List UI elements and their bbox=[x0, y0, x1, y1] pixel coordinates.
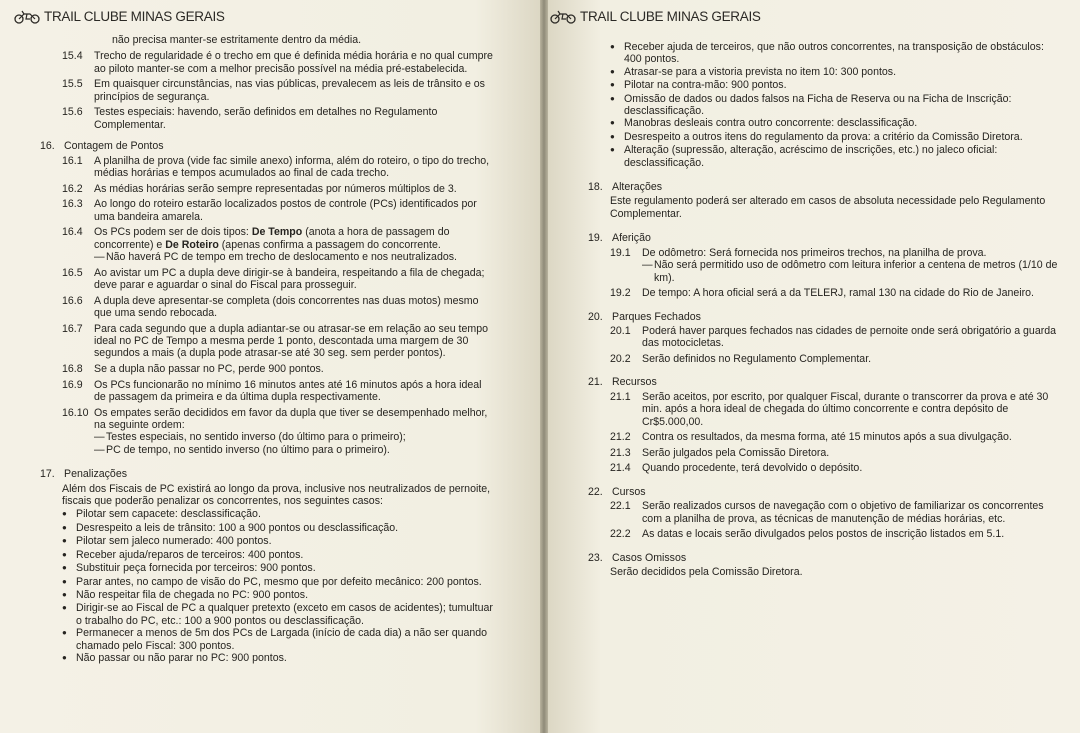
motorcycle-logo-icon bbox=[14, 10, 40, 24]
clause-22-1: 22.1 Serão realizados cursos de navegação com o objetivo de familiarizar os concorrentes com a planilha de prova, as técnicas de manutenção de médias horárias, etc. bbox=[610, 500, 1044, 525]
list-item: ● Receber ajuda/reparos de terceiros: 400 pontos. bbox=[62, 549, 494, 562]
dash-item: — Não haverá PC de tempo em trecho de deslocamento e nos neutralizados. bbox=[94, 251, 457, 264]
right-page bbox=[548, 0, 1080, 733]
right-content bbox=[588, 41, 1062, 579]
list-item: ● Dirigir-se ao Fiscal de PC a qualquer pretexto (exceto em casos de acidentes); tumultuar o trabalho do PC, etc.: 100 a 900 pontos ou desclassificação. bbox=[62, 602, 494, 627]
section-21-heading: 21. Recursos bbox=[588, 376, 657, 389]
list-item: ● Desrespeito a leis de trânsito: 100 a 900 pontos ou desclassificação. bbox=[62, 522, 494, 535]
clause-16-2: 16.2 As médias horárias serão sempre representadas por números múltiplos de 3. bbox=[62, 182, 457, 195]
clause-16-3: 16.3 Ao longo do roteiro estarão localizados postos de controle (PCs) identificados por uma bandeira amarela. bbox=[62, 198, 477, 223]
section-23-heading: 23. Casos Omissos bbox=[588, 551, 687, 564]
section-18-text: Este regulamento poderá ser alterado em casos de absoluta necessidade pelo Regulamento Complementar. bbox=[610, 195, 1046, 220]
clause-20-2: 20.2 Serão definidos no Regulamento Complementar. bbox=[610, 352, 872, 365]
left-content bbox=[40, 34, 494, 665]
section-17-heading: 17. Penalizações bbox=[40, 468, 128, 481]
list-item: ● Receber ajuda de terceiros, que não outros concorrentes, na transposição de obstáculos: 400 pontos. bbox=[610, 41, 1062, 66]
clause-20-1: 20.1 Poderá haver parques fechados nas cidades de pernoite onde será obrigatório a guarda das motocicletas. bbox=[610, 324, 1057, 350]
list-item: ● Pilotar sem jaleco numerado: 400 pontos. bbox=[62, 535, 494, 548]
dash-item: — PC de tempo, no sentido inverso (no último para o primeiro). bbox=[94, 443, 390, 456]
clause-21-3: 21.3 Serão julgados pela Comissão Diretora. bbox=[610, 446, 830, 459]
list-item: ● Manobras desleais contra outro concorrente: desclassificação. bbox=[610, 117, 1062, 130]
clause-16-10: 16.10 Os empates serão decididos em favor da dupla que tiver se desempenhado melhor, na seguinte ordem: — Testes especiais, no sentido inverso (do último para o primeiro); — PC de tempo, no sentido inverso (no último para o primeiro). bbox=[62, 407, 494, 457]
lead-text: não precisa manter-se estritamente dentro da média. bbox=[112, 34, 362, 46]
list-item: ● Não respeitar fila de chegada no PC: 900 pontos. bbox=[62, 589, 494, 602]
list-item: ● Pilotar sem capacete: desclassificação. bbox=[62, 508, 494, 521]
section-20-heading: 20. Parques Fechados bbox=[588, 310, 701, 323]
list-item: ● Alteração (supressão, alteração, acréscimo de inscrições, etc.) no jaleco oficial: desclassificação. bbox=[610, 144, 1062, 169]
list-item: ● Não passar ou não parar no PC: 900 pontos. bbox=[62, 652, 494, 665]
penalty-list-left bbox=[62, 508, 494, 665]
clause-16-8: 16.8 Se a dupla não passar no PC, perde 900 pontos. bbox=[62, 363, 324, 376]
page-header bbox=[14, 9, 225, 24]
section-23-text: Serão decididos pela Comissão Diretora. bbox=[610, 565, 803, 578]
list-item: ● Pilotar na contra-mão: 900 pontos. bbox=[610, 79, 1062, 92]
clause-21-1: 21.1 Serão aceitos, por escrito, por qualquer Fiscal, durante o transcorrer da prova e até 30 min. após a hora ideal de chegada do último concorrente e contra depósito de Cr$5.000,00. bbox=[610, 390, 1049, 428]
clause-19-1: 19.1 De odômetro: Será fornecida nos primeiros trechos, na planilha de prova. — Não será permitido uso de odômetro com leitura inferior a centena de metros (1/10 de km). bbox=[610, 247, 1062, 284]
section-19-heading: 19. Aferição bbox=[588, 232, 651, 245]
list-item: ● Omissão de dados ou dados falsos na Ficha de Reserva ou na Ficha de Inscrição: desclassificação. bbox=[610, 93, 1062, 118]
clause-16-5: 16.5 Ao avistar um PC a dupla deve dirigir-se à bandeira, respeitando a fila de chegada; deve parar e aguardar o sinal do Fiscal para prosseguir. bbox=[62, 266, 485, 292]
list-item: ● Parar antes, no campo de visão do PC, mesmo que por defeito mecânico: 200 pontos. bbox=[62, 576, 494, 589]
clause-21-2: 21.2 Contra os resultados, da mesma forma, até 15 minutos após a sua divulgação. bbox=[610, 431, 1012, 444]
clause-16-9: 16.9 Os PCs funcionarão no mínimo 16 minutos antes até 16 minutos após a hora ideal de passagem da primeira e da última dupla respectivamente. bbox=[62, 378, 482, 404]
section-22-heading: 22. Cursos bbox=[588, 485, 646, 498]
clause-19-2: 19.2 De tempo: A hora oficial será a da TELERJ, ramal 130 na cidade do Rio de Janeiro. bbox=[610, 287, 1034, 300]
section-17-intro: Além dos Fiscais de PC existirá ao longo da prova, inclusive nos neutralizados de pernoite, fiscais que poderão penalizar os concorrentes, nos seguintes casos: bbox=[62, 482, 491, 508]
motorcycle-logo-icon bbox=[550, 10, 576, 24]
section-18-heading: 18. Alterações bbox=[588, 181, 663, 194]
clause-16-7: 16.7 Para cada segundo que a dupla adiantar-se ou atrasar-se em relação ao seu tempo ideal no PC de Tempo a mesma perde 1 ponto, descontada uma margem de 30 segundos a mais (a dupla pode atrasar-se até 30 seg. sem perder pontos). bbox=[62, 322, 488, 360]
clause-16-4: 16.4 Os PCs podem ser de dois tipos: De Tempo (anota a hora de passagem do concorrente) e De Roteiro (apenas confirma a passagem do concorrente. — Não haverá PC de tempo em trecho de deslocamento e nos neutralizados. bbox=[62, 226, 494, 263]
clause-21-4: 21.4 Quando procedente, terá devolvido o depósito. bbox=[610, 462, 863, 475]
clause-22-2: 22.2 As datas e locais serão divulgados pelos postos de inscrição listados em 5.1. bbox=[610, 528, 1005, 541]
header-title: TRAIL CLUBE MINAS GERAIS bbox=[44, 9, 225, 24]
page-header bbox=[550, 9, 761, 24]
list-item: ● Permanecer a menos de 5m dos PCs de Largada (início de cada dia) a não ser quando chamado pelo Fiscal: 300 pontos. bbox=[62, 627, 494, 652]
penalty-list-right bbox=[610, 41, 1062, 169]
list-item: ● Desrespeito a outros itens do regulamento da prova: a critério da Comissão Diretora. bbox=[610, 131, 1062, 144]
header-title: TRAIL CLUBE MINAS GERAIS bbox=[580, 9, 761, 24]
clause-15-4: 15.4 Trecho de regularidade é o trecho em que é definida média horária e no qual cumpre ao piloto manter-se com a melhor precisão possível na média pré-estabelecida. bbox=[62, 50, 493, 75]
list-item: ● Atrasar-se para a vistoria prevista no item 10: 300 pontos. bbox=[610, 66, 1062, 79]
clause-15-6: 15.6 Testes especiais: havendo, serão definidos em detalhes no Regulamento Complementar. bbox=[62, 106, 438, 131]
clause-16-1: 16.1 A planilha de prova (vide fac simile anexo) informa, além do roteiro, o tipo do trecho, médias horárias e tempos acumulados ao final de cada trecho. bbox=[62, 154, 490, 180]
dash-item: — Não será permitido uso de odômetro com leitura inferior a centena de metros (1/10 de km). bbox=[642, 259, 1058, 284]
dash-item: — Testes especiais, no sentido inverso (do último para o primeiro); bbox=[94, 431, 406, 444]
clause-15-5: 15.5 Em quaisquer circunstâncias, nas vias públicas, prevalecem as leis de trânsito e os princípios de segurança. bbox=[62, 78, 485, 103]
book-gutter bbox=[540, 0, 548, 733]
clause-16-6: 16.6 A dupla deve apresentar-se completa (dois concorrentes nas duas motos) mesmo que uma sendo rebocada. bbox=[62, 294, 479, 320]
list-item: ● Substituir peça fornecida por terceiros: 900 pontos. bbox=[62, 562, 494, 575]
section-16-heading: 16. Contagem de Pontos bbox=[40, 140, 164, 153]
